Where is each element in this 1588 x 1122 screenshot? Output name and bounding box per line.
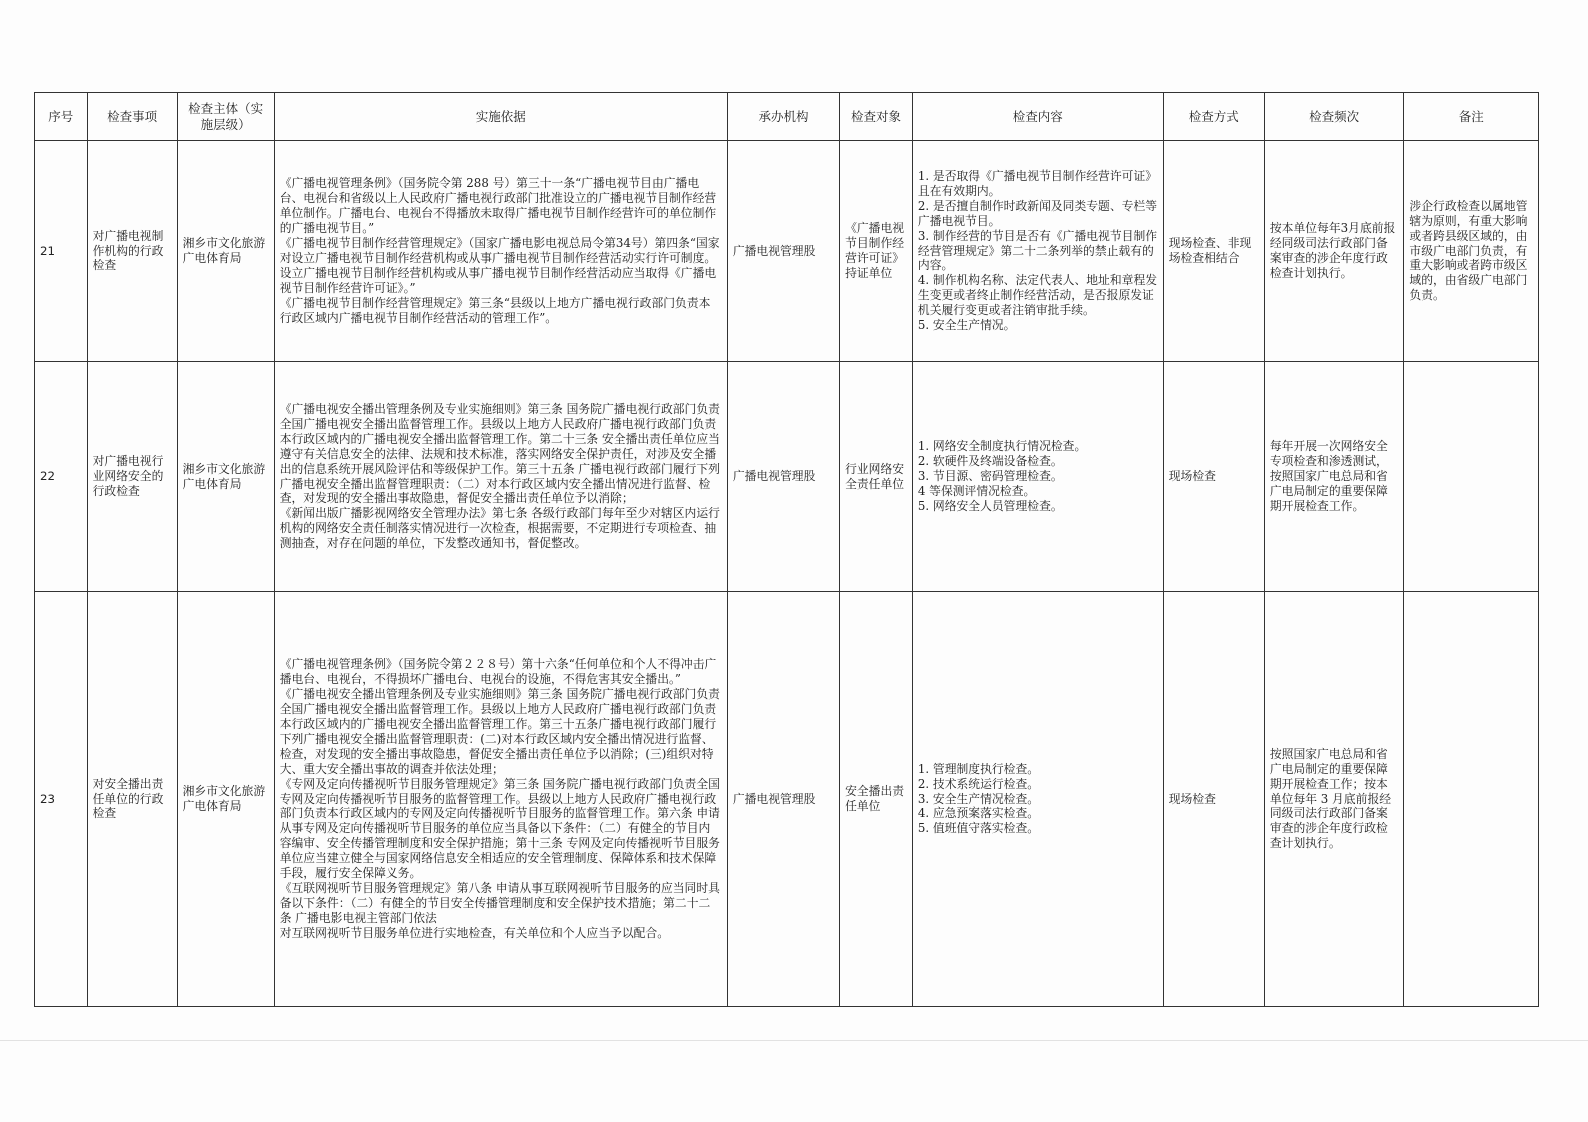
row-org: 广播电视管理股 (727, 362, 839, 592)
row-org: 广播电视管理股 (727, 141, 839, 362)
row-content (912, 362, 1163, 592)
content-item: 4. 应急预案落实检查。 (917, 806, 1040, 821)
basis-paragraph: 《广播电视节目制作经营管理规定》第三条“县级以上地方广播电视行政部门负责本行政区域内广播电视节目制作经营活动的管理工作”。 (279, 295, 711, 325)
content-item: 3. 制作经营的节目是否有《广播电视节目制作经营管理规定》第二十二条列举的禁止载有的内容。 (917, 228, 1158, 273)
row-object: 行业网络安全责任单位 (840, 362, 913, 592)
row-basis (274, 362, 727, 592)
basis-paragraph: 《广播电视节目制作经营管理规定》（国家广播电影电视总局令第34号）第四条“国家对设立广播电视节目制作经营机构或从事广播电视节目制作经营活动实行许可制度。设立广播电视节目制作经营机构或从事广播电视节目制作经营活动应当取得《广播电视节目制作经营许可证》。” (279, 236, 720, 295)
row-method: 现场检查、非现场检查相结合 (1163, 141, 1264, 362)
content-item: 5. 安全生产情况。 (917, 318, 1016, 333)
content-item: 3. 节目源、密码管理检查。 (917, 469, 1063, 484)
row-org: 广播电视管理股 (727, 592, 839, 1007)
header-org: 承办机构 (727, 93, 839, 141)
row-basis (274, 141, 727, 362)
inspection-table (34, 92, 1539, 1007)
table-row (35, 592, 1539, 1007)
content-item: 5. 值班值守落实检查。 (917, 821, 1040, 836)
row-method: 现场检查 (1163, 592, 1264, 1007)
basis-paragraph: 对互联网视听节目服务单位进行实地检查，有关单位和个人应当予以配合。 (279, 925, 670, 940)
header-object: 检查对象 (840, 93, 913, 141)
row-seq: 21 (35, 141, 88, 362)
row-object: 安全播出责任单位 (840, 592, 913, 1007)
content-item: 2. 技术系统运行检查。 (917, 776, 1040, 791)
table-header-row (35, 93, 1539, 141)
content-item: 2. 是否擅自制作时政新闻及同类专题、专栏等广播电视节目。 (917, 198, 1158, 228)
header-seq: 序号 (35, 93, 88, 141)
content-item: 4. 制作机构名称、法定代表人、地址和章程发生变更或者终止制作经营活动，是否报原发证机关履行变更或者注销审批手续。 (917, 273, 1158, 318)
header-content: 检查内容 (912, 93, 1163, 141)
header-item: 检查事项 (87, 93, 177, 141)
basis-paragraph: 《专网及定向传播视听节目服务管理规定》第三条 国务院广播电视行政部门负责全国专网及定向传播视听节目服务的监督管理工作。县级以上地方人民政府广播电视行政部门负责本行政区域内的专网及定向传播视听节目服务的监督管理工作。第六条 申请从事专网及定向传播视听节目服务的单位应当具备以下条件：（二）有健全的节目内容编审、安全传播管理制度和安全保护措施；第十三条 专网及定向传播视听节目服务单位应当建立健全与国家网络信息安全相适应的安全管理制度、保障体系和技术保障手段，履行安全保障义务。 (279, 776, 720, 881)
table-row (35, 141, 1539, 362)
content-item: 1. 网络安全制度执行情况检查。 (917, 439, 1087, 454)
row-freq: 每年开展一次网络安全专项检查和渗透测试，按照国家广电总局和省广电局制定的重要保障期开展检查工作。 (1264, 362, 1404, 592)
row-item: 对安全播出责任单位的行政检查 (87, 592, 177, 1007)
row-seq: 22 (35, 362, 88, 592)
content-item: 1. 管理制度执行检查。 (917, 761, 1040, 776)
basis-paragraph: 《互联网视听节目服务管理规定》第八条 申请从事互联网视听节目服务的应当同时具备以下条件：（二）有健全的节目安全传播管理制度和安全保护技术措施；第二十二条 广播电影电视主管部门依法 (279, 880, 720, 925)
row-method: 现场检查 (1163, 362, 1264, 592)
row-subject: 湘乡市文化旅游广电体育局 (177, 592, 274, 1007)
header-note: 备注 (1404, 93, 1539, 141)
page-bottom-rule (0, 1040, 1588, 1041)
row-item: 对广播电视行业网络安全的行政检查 (87, 362, 177, 592)
row-note (1404, 362, 1539, 592)
header-subject: 检查主体（实施层级） (177, 93, 274, 141)
row-seq: 23 (35, 592, 88, 1007)
row-content (912, 141, 1163, 362)
row-object: 《广播电视节目制作经营许可证》持证单位 (840, 141, 913, 362)
row-subject: 湘乡市文化旅游广电体育局 (177, 362, 274, 592)
row-freq: 按照国家广电总局和省广电局制定的重要保障期开展检查工作；按本单位每年 3 月底前报经同级司法行政部门备案审查的涉企年度行政检查计划执行。 (1264, 592, 1404, 1007)
table-row (35, 362, 1539, 592)
content-item: 4 等保测评情况检查。 (917, 483, 1036, 498)
basis-paragraph: 《广播电视管理条例》（国务院令第 288 号）第三十一条“广播电视节目由广播电台、电视台和省级以上人民政府广播电视行政部门批准设立的广播电视节目制作经营单位制作。广播电台、电视台不得播放未取得广播电视节目制作经营许可的单位制作的广播电视节目。” (279, 176, 717, 236)
row-freq: 按本单位每年3月底前报经同级司法行政部门备案审查的涉企年度行政检查计划执行。 (1264, 141, 1404, 362)
row-content (912, 592, 1163, 1007)
header-method: 检查方式 (1163, 93, 1264, 141)
content-item: 3. 安全生产情况检查。 (917, 791, 1040, 806)
row-subject: 湘乡市文化旅游广电体育局 (177, 141, 274, 362)
basis-paragraph: 《广播电视管理条例》（国务院令第２２８号）第十六条“任何单位和个人不得冲击广播电台、电视台，不得损坏广播电台、电视台的设施，不得危害其安全播出。” (279, 657, 717, 687)
row-basis (274, 592, 727, 1007)
header-basis: 实施依据 (274, 93, 727, 141)
content-item: 2. 软硬件及终端设备检查。 (917, 454, 1063, 469)
row-note (1404, 592, 1539, 1007)
basis-paragraph: 《广播电视安全播出管理条例及专业实施细则》第三条 国务院广播电视行政部门负责全国广播电视安全播出监督管理工作。县级以上地方人民政府广播电视行政部门负责本行政区域内的广播电视安全播出监督管理工作。第三十五条广播电视行政部门履行下列广播电视安全播出监督管理职责：(二)对本行政区域内安全播出情况进行监督、检查，对发现的安全播出事故隐患，督促安全播出责任单位予以消除；(三)组织对特大、重大安全播出事故的调查并依法处理； (279, 687, 720, 776)
basis-paragraph: 《广播电视安全播出管理条例及专业实施细则》第三条 国务院广播电视行政部门负责全国广播电视安全播出监督管理工作。县级以上地方人民政府广播电视行政部门负责本行政区域内的广播电视安全播出监督管理工作。第二十三条 安全播出责任单位应当遵守有关信息安全的法律、法规和技术标准，落实网络安全保护责任，对涉及安全播出的信息系统开展风险评估和等级保护工作。第三十五条 广播电视行政部门履行下列广播电视安全播出监督管理职责：（二）对本行政区域内安全播出情况进行监督、检查，对发现的安全播出事故隐患，督促安全播出责任单位予以消除； (279, 401, 720, 506)
content-item: 1. 是否取得《广播电视节目制作经营许可证》且在有效期内。 (917, 169, 1158, 198)
row-note: 涉企行政检查以属地管辖为原则，有重大影响或者跨县级区域的，由市级广电部门负责，有重大影响或者跨市级区域的，由省级广电部门负责。 (1404, 141, 1539, 362)
content-item: 5. 网络安全人员管理检查。 (917, 498, 1063, 513)
header-freq: 检查频次 (1264, 93, 1404, 141)
row-item: 对广播电视制作机构的行政检查 (87, 141, 177, 362)
basis-paragraph: 《新闻出版广播影视网络安全管理办法》第七条 各级行政部门每年至少对辖区内运行机构的网络安全责任制落实情况进行一次检查，根据需要，不定期进行专项检查、抽测抽查，对存在问题的单位，下发整改通知书，督促整改。 (279, 506, 720, 551)
